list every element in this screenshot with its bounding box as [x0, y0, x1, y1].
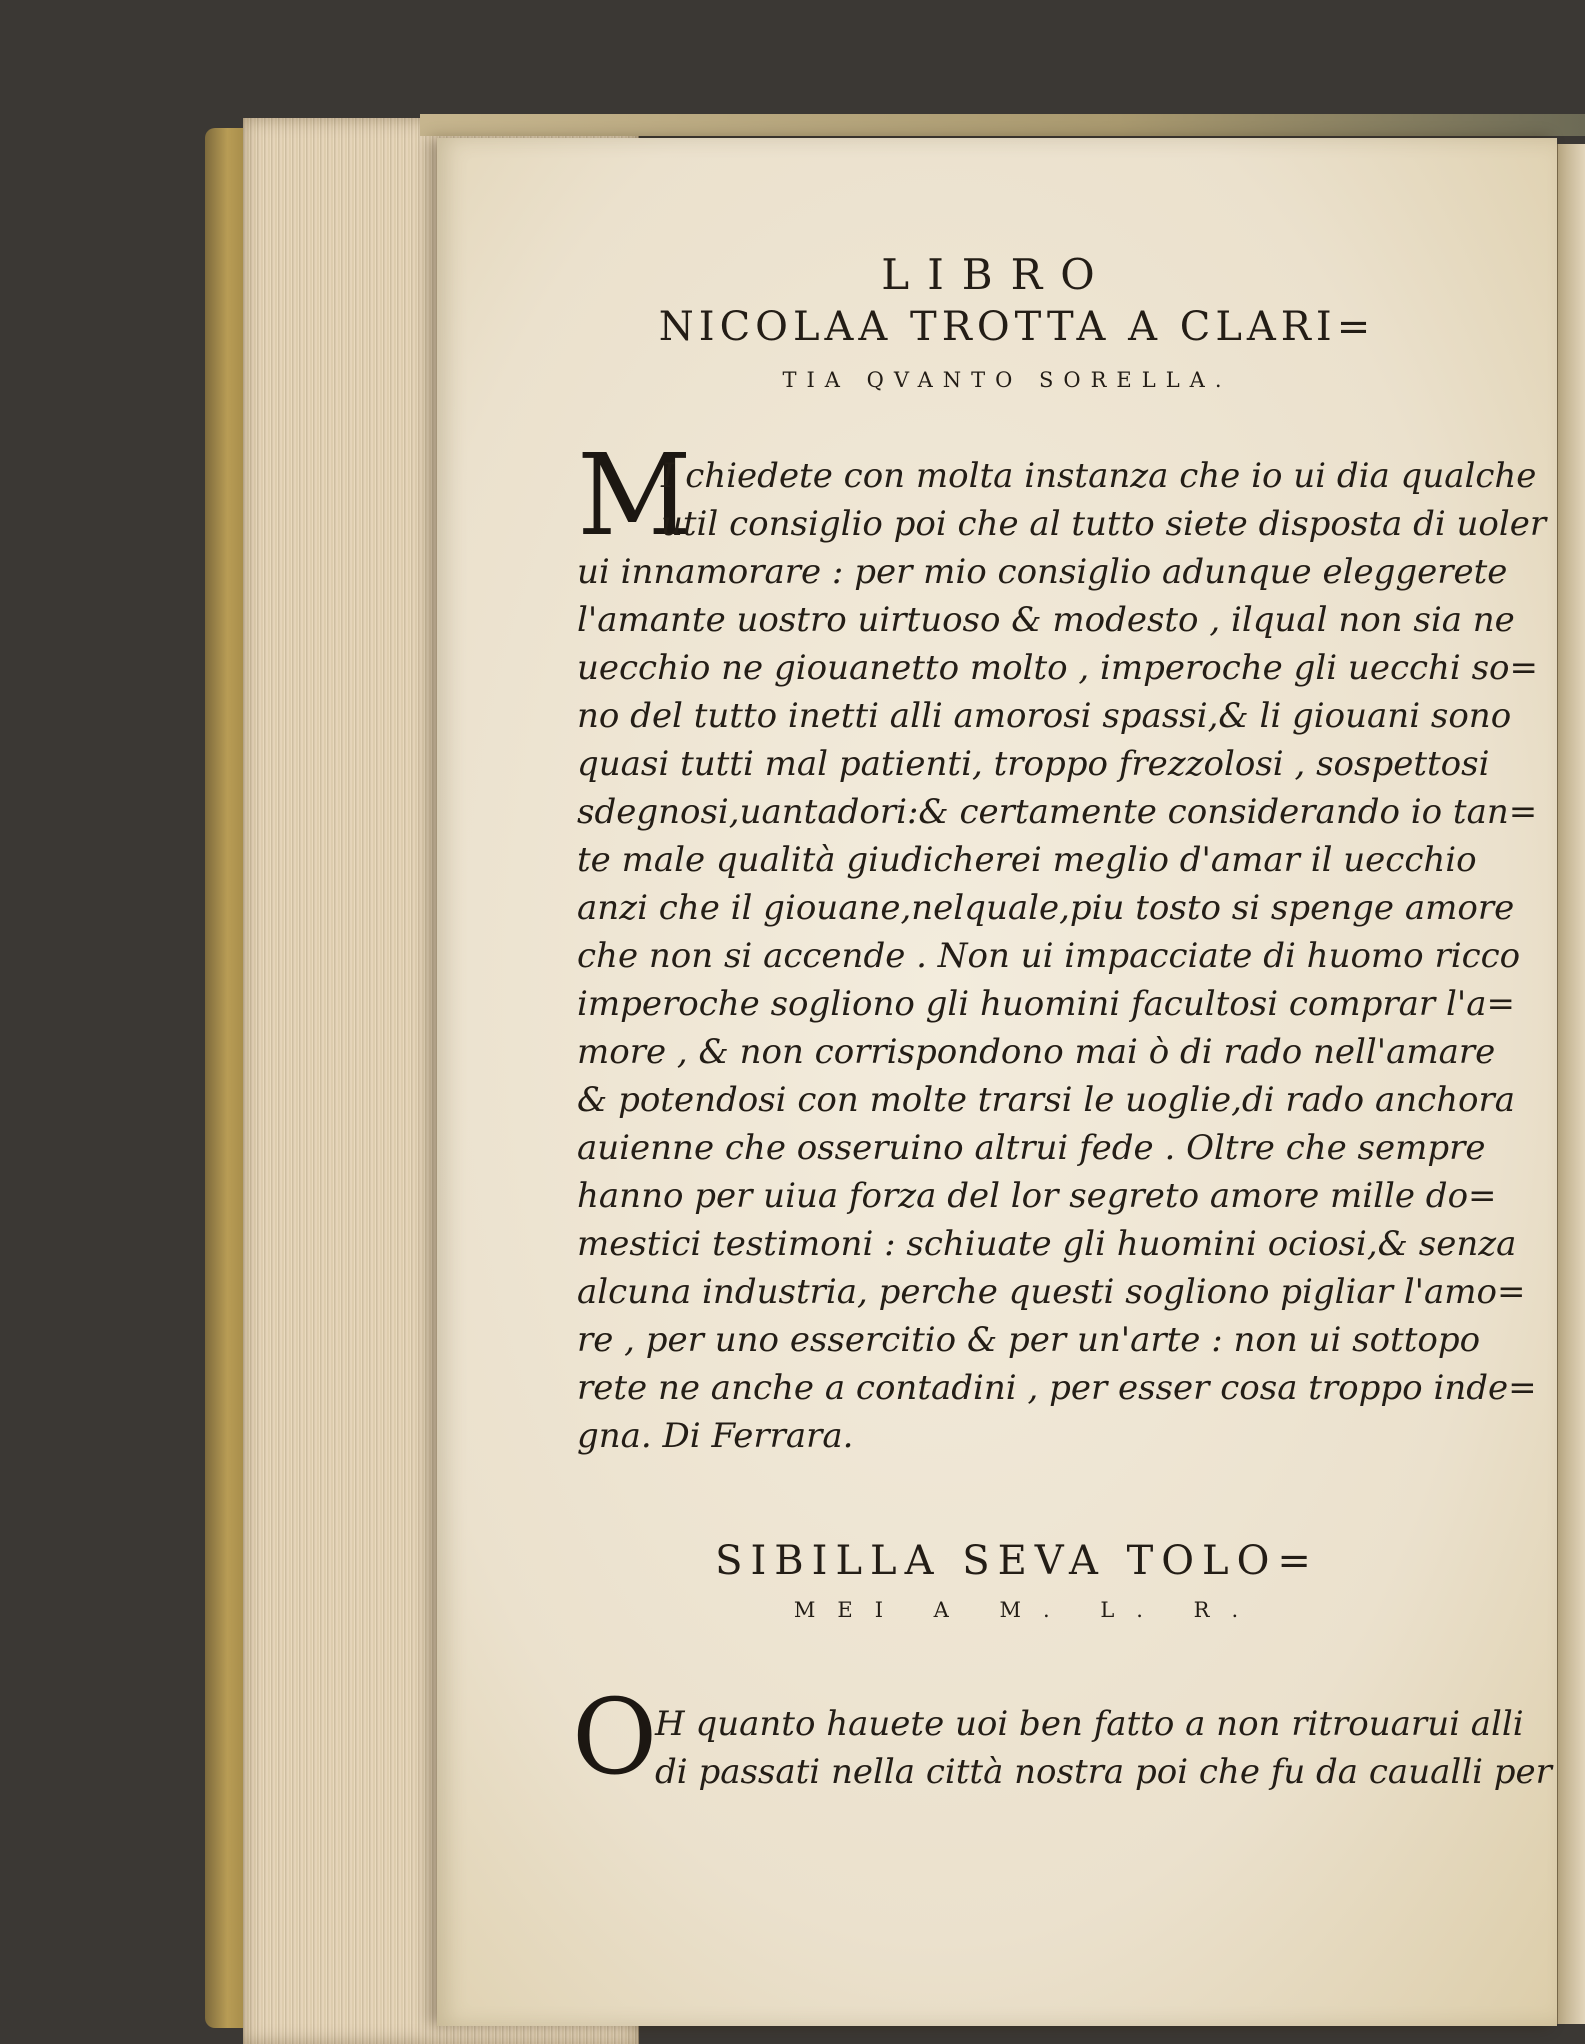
- text-line: quasi tutti mal patienti, troppo frezzolosi , sospettosi: [577, 744, 1490, 784]
- text-line: auienne che osseruino altrui fede . Oltre che sempre: [577, 1128, 1486, 1168]
- text-line: no del tutto inetti alli amorosi spassi,& li giouani sono: [577, 696, 1512, 736]
- text-line: che non si accende . Non ui impacciate di huomo ricco: [577, 936, 1521, 976]
- text-line: & potendosi con molte trarsi le uoglie,di rado anchora: [577, 1080, 1516, 1120]
- text-line: alcuna industria, perche questi sogliono pigliar l'amo=: [577, 1272, 1526, 1312]
- text-line: util consiglio poi che al tutto siete disposta di uoler: [661, 504, 1547, 544]
- book-page: [437, 138, 1557, 2026]
- letter2-heading-line2: MEI A M. L. R.: [793, 1598, 1261, 1622]
- text-line: re , per uno essercitio & per un'arte : non ui sottopo: [577, 1320, 1481, 1360]
- drop-capital: O: [572, 1676, 658, 1798]
- page-text: [437, 138, 1557, 2026]
- text-line: hanno per uiua forza del lor segreto amore mille do=: [577, 1176, 1497, 1216]
- text-line: imperoche sogliono gli huomini facultosi comprar l'a=: [577, 984, 1515, 1024]
- text-line: more , & non corrispondono mai ò di rado nell'amare: [577, 1032, 1496, 1072]
- text-line: ui innamorare : per mio consiglio adunque eleggerete: [577, 552, 1508, 592]
- text-line: l'amante uostro uirtuoso & modesto , ilqual non sia ne: [577, 600, 1515, 640]
- running-title: LIBRO: [881, 250, 1113, 299]
- text-line: gna. Di Ferrara.: [577, 1416, 854, 1456]
- letter-heading-line1: NICOLAA TROTTA A CLARI=: [658, 304, 1376, 350]
- text-line: I chiedete con molta instanza che io ui dia qualche: [661, 456, 1537, 496]
- text-line: uecchio ne giouanetto molto , imperoche gli uecchi so=: [577, 648, 1539, 688]
- letter2-heading-line1: SIBILLA SEVA TOLO=: [715, 1538, 1319, 1584]
- book: [205, 118, 1585, 2044]
- text-line: te male qualità giudicherei meglio d'amar il uecchio: [577, 840, 1477, 880]
- top-edge: [420, 114, 1585, 136]
- drop-capital: M: [577, 431, 692, 561]
- text-line: anzi che il giouane,nelquale,piu tosto si spenge amore: [577, 888, 1515, 928]
- text-line: di passati nella città nostra poi che fu da caualli per: [655, 1752, 1552, 1792]
- text-line: mestici testimoni : schiuate gli huomini ociosi,& senza: [577, 1224, 1517, 1264]
- text-line: sdegnosi,uantadori:& certamente considerando io tan=: [577, 792, 1538, 832]
- text-line: rete ne anche a contadini , per esser cosa troppo inde=: [577, 1368, 1537, 1408]
- letter-heading-line2: TIA QVANTO SORELLA.: [782, 368, 1232, 392]
- text-line: H quanto hauete uoi ben fatto a non ritrouarui alli: [655, 1704, 1524, 1744]
- facing-page-edge: [1557, 144, 1585, 2024]
